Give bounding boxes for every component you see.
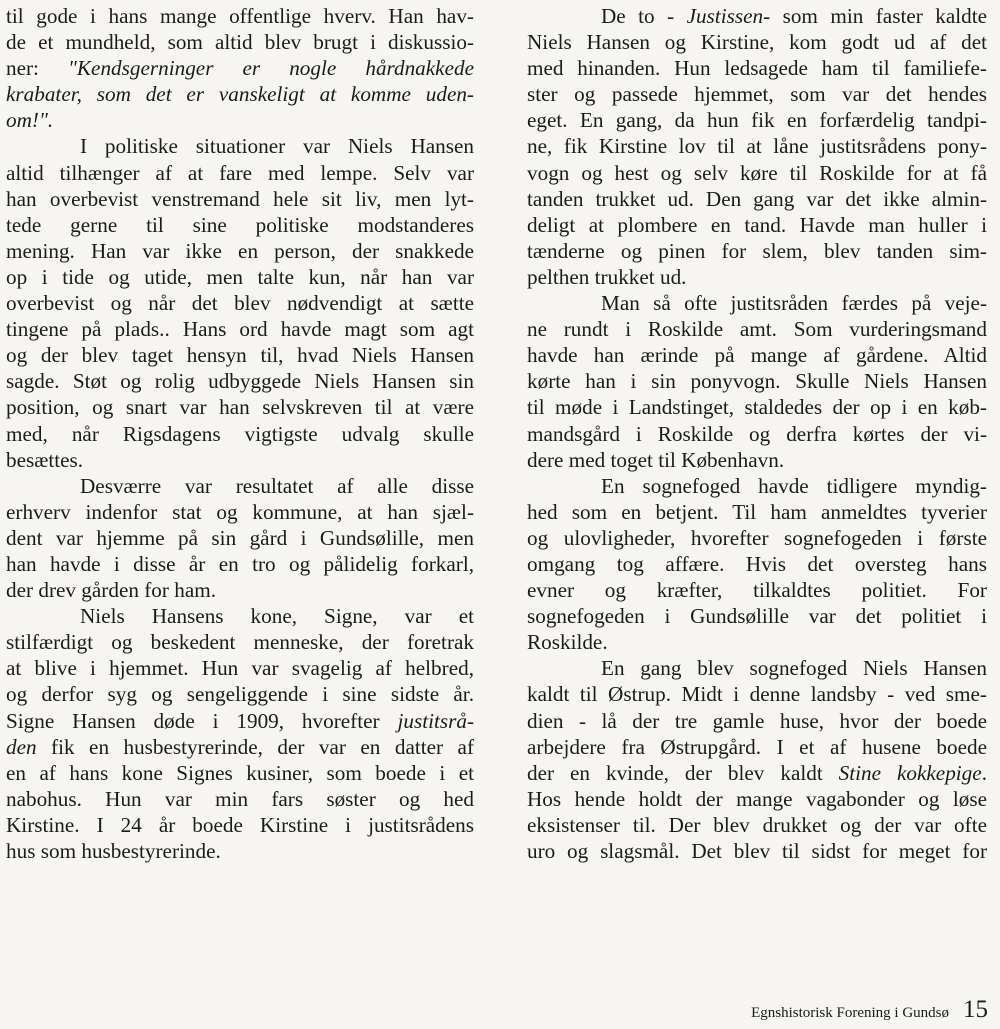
text-line [527, 107, 987, 133]
text-segment: han overbevist venstremand hele sit liv, men lyt- [6, 186, 474, 211]
text-segment: med hinanden. Hun ledsagede ham til familiefe- [527, 56, 987, 81]
text-line [6, 734, 474, 760]
text-line [527, 760, 987, 786]
text-segment: Kirstine. I 24 år boede Kirstine i justitsrådens [6, 812, 474, 837]
text-segment: Signe Hansen døde i 1909, hvorefter [6, 708, 398, 733]
text-line [527, 812, 987, 838]
text-segment: besættes. [6, 447, 84, 472]
text-segment: der drev gården for ham. [6, 578, 217, 603]
text-line [6, 29, 474, 55]
text-line [527, 55, 987, 81]
text-line [527, 499, 987, 525]
text-line [6, 499, 474, 525]
text-line [527, 447, 987, 473]
text-line [527, 29, 987, 55]
text-line [527, 708, 987, 734]
text-line [527, 473, 987, 499]
text-line [6, 264, 474, 290]
text-line [527, 290, 987, 316]
text-line [527, 629, 987, 655]
text-segment: mening. Han var ikke en person, der snakkede [6, 238, 474, 263]
text-segment: tingene på plads.. Hans ord havde magt som agt [6, 317, 474, 342]
text-segment: tede gerne til sine politiske modstanderes [6, 212, 474, 237]
text-segment: ster og passede hjemmet, som var det hendes [527, 82, 987, 107]
text-segment: hus som husbestyrerinde. [6, 839, 221, 863]
text-line [527, 838, 987, 864]
text-segment: fik en husbestyrerinde, der var en datter af [36, 734, 474, 759]
text-segment: han havde i disse år en tro og pålidelig forkarl, [6, 551, 474, 576]
text-line [6, 394, 474, 420]
text-segment: - som min faster kaldte [763, 4, 987, 28]
text-segment: Desværre var resultatet af alle disse [80, 473, 474, 498]
text-line [527, 133, 987, 159]
text-line [527, 551, 987, 577]
text-segment: til gode i hans mange offentlige hverv. Han hav- [6, 4, 474, 28]
text-line [527, 212, 987, 238]
text-line [6, 447, 474, 473]
page-footer [751, 996, 988, 1024]
text-segment: kaldt til Østrup. Midt i denne landsby - ved sme- [527, 682, 987, 707]
text-segment: eksistenser til. Der blev drukket og der var ofte [527, 812, 987, 837]
text-line [6, 3, 474, 29]
text-line [527, 786, 987, 812]
text-line [6, 238, 474, 264]
text-line [6, 525, 474, 551]
left-column [6, 3, 474, 864]
text-line [6, 786, 474, 812]
text-segment: Roskilde. [527, 630, 608, 655]
text-line [6, 81, 474, 107]
text-line [527, 577, 987, 603]
italic-text: Justissen [686, 4, 764, 28]
text-line [527, 81, 987, 107]
italic-text: "Kendsgerninger er nogle hårdnakkede [68, 56, 474, 81]
text-segment: til møde i Landstinget, staldedes der op i en køb- [527, 395, 987, 420]
text-line [6, 838, 474, 864]
text-line [527, 342, 987, 368]
text-segment: nabohus. Hun var min fars søster og hed [6, 786, 474, 811]
text-line [527, 368, 987, 394]
italic-text: justitsrå- [397, 708, 474, 733]
text-line [6, 160, 474, 186]
text-segment: . [981, 760, 987, 785]
text-line [527, 681, 987, 707]
text-line [6, 212, 474, 238]
text-line [527, 160, 987, 186]
text-segment: evner og kræfter, tilkaldtes politiet. For [527, 578, 987, 603]
text-line [6, 577, 474, 603]
text-segment: arbejdere fra Østrupgård. I et af husene boede [527, 734, 987, 759]
italic-text: den [6, 734, 37, 759]
text-segment: I politiske situationer var Niels Hansen [80, 134, 474, 159]
text-line [6, 421, 474, 447]
text-line [527, 264, 987, 290]
text-line [527, 603, 987, 629]
text-line [6, 55, 474, 81]
italic-text: krabater, som det er vanskeligt at komme uden- [6, 82, 474, 107]
text-line [527, 3, 987, 29]
text-segment: uro og slagsmål. Det blev til sidst for meget for [527, 839, 987, 863]
text-line [527, 525, 987, 551]
text-segment: De to - [601, 4, 687, 28]
text-segment: op i tide og utide, men talte kun, når han var [6, 264, 474, 289]
text-line [527, 655, 987, 681]
text-line [527, 186, 987, 212]
text-segment: erhverv indenfor stat og kommune, at han sjæl- [6, 499, 474, 524]
text-segment: Niels Hansen og Kirstine, kom godt ud af det [527, 30, 987, 55]
italic-text: om!". [6, 108, 54, 133]
text-segment: dere med toget til København. [527, 447, 785, 472]
text-segment: mandsgård i Roskilde og derfra kørtes der vi- [527, 421, 987, 446]
text-line [6, 368, 474, 394]
text-segment: ne rundt i Roskilde amt. Som vurderingsmand [527, 317, 987, 342]
right-column [527, 3, 987, 864]
text-line [6, 760, 474, 786]
text-segment: Man så ofte justitsråden færdes på veje- [601, 291, 987, 316]
text-segment: kørte han i sin ponyvogn. Skulle Niels Hansen [527, 369, 987, 394]
text-segment: Hos hende holdt der mange vagabonder og løse [527, 786, 987, 811]
text-segment: sagde. Støt og rolig udbyggede Niels Hansen sin [6, 369, 474, 394]
text-line [6, 342, 474, 368]
text-segment: omgang tog affære. Hvis det oversteg hans [527, 551, 987, 576]
text-segment: deligt at plombere en tand. Havde man huller i [527, 212, 987, 237]
text-line [6, 812, 474, 838]
text-segment: dent var hjemme på sin gård i Gundsølille, men [6, 525, 474, 550]
text-segment: ne, fik Kirstine lov til at låne justitsrådens pony- [527, 134, 987, 159]
text-segment: og der blev taget hensyn til, hvad Niels Hansen [6, 343, 474, 368]
text-line [527, 421, 987, 447]
text-segment: havde han ærinde på mange af gårdene. Altid [527, 343, 987, 368]
text-segment: en af hans kone Signes kusiner, som boede i et [6, 760, 474, 785]
text-segment: og derfor syg og sengeliggende i sine sidste år. [6, 682, 474, 707]
text-segment: sognefogeden i Gundsølille var det politiet i [527, 604, 987, 629]
text-line [6, 629, 474, 655]
text-line [6, 107, 474, 133]
text-segment: Niels Hansens kone, Signe, var et [80, 604, 474, 629]
italic-text: Stine kokkepige [838, 760, 982, 785]
text-line [6, 551, 474, 577]
text-line [6, 133, 474, 159]
text-line [527, 394, 987, 420]
text-line [6, 316, 474, 342]
text-segment: En sognefoged havde tidligere myndig- [601, 473, 987, 498]
text-line [6, 603, 474, 629]
text-segment: stilfærdigt og beskedent menneske, der foretrak [6, 630, 474, 655]
text-segment: pelthen trukket ud. [527, 264, 687, 289]
text-line [527, 734, 987, 760]
page-number: 15 [963, 996, 988, 1023]
text-segment: tanden trukket ud. Den gang var det ikke almin- [527, 186, 987, 211]
text-line [6, 186, 474, 212]
text-segment: dien - lå der tre gamle huse, hvor der boede [527, 708, 987, 733]
text-segment: der en kvinde, der blev kaldt [527, 760, 839, 785]
text-line [6, 473, 474, 499]
text-line [6, 655, 474, 681]
text-line [6, 708, 474, 734]
text-segment: vogn og hest og selv køre til Roskilde for at få [527, 160, 987, 185]
text-segment: En gang blev sognefoged Niels Hansen [601, 656, 987, 681]
text-segment: position, og snart var han selvskreven til at være [6, 395, 474, 420]
text-segment: altid tilhænger af at fare med lempe. Selv var [6, 160, 474, 185]
text-segment: de et mundheld, som altid blev brugt i diskussio- [6, 30, 474, 55]
text-segment: at blive i hjemmet. Hun var svagelig af helbred, [6, 656, 474, 681]
text-line [6, 681, 474, 707]
text-line [527, 238, 987, 264]
text-segment: tænderne og pinen for slem, blev tanden sim- [527, 238, 987, 263]
footer-publisher: Egnshistorisk Forening i Gundsø [751, 1005, 949, 1021]
text-line [6, 290, 474, 316]
text-segment: ner: [6, 56, 69, 81]
text-segment: eget. En gang, da hun fik en forfærdelig tandpi- [527, 108, 987, 133]
text-segment: med, når Rigsdagens vigtigste udvalg skulle [6, 421, 474, 446]
text-segment: overbevist og når det blev nødvendigt at sætte [6, 291, 474, 316]
text-segment: hed som en betjent. Til ham anmeldtes tyverier [527, 499, 987, 524]
text-line [527, 316, 987, 342]
text-segment: og ulovligheder, hvorefter sognefogeden i første [527, 525, 987, 550]
